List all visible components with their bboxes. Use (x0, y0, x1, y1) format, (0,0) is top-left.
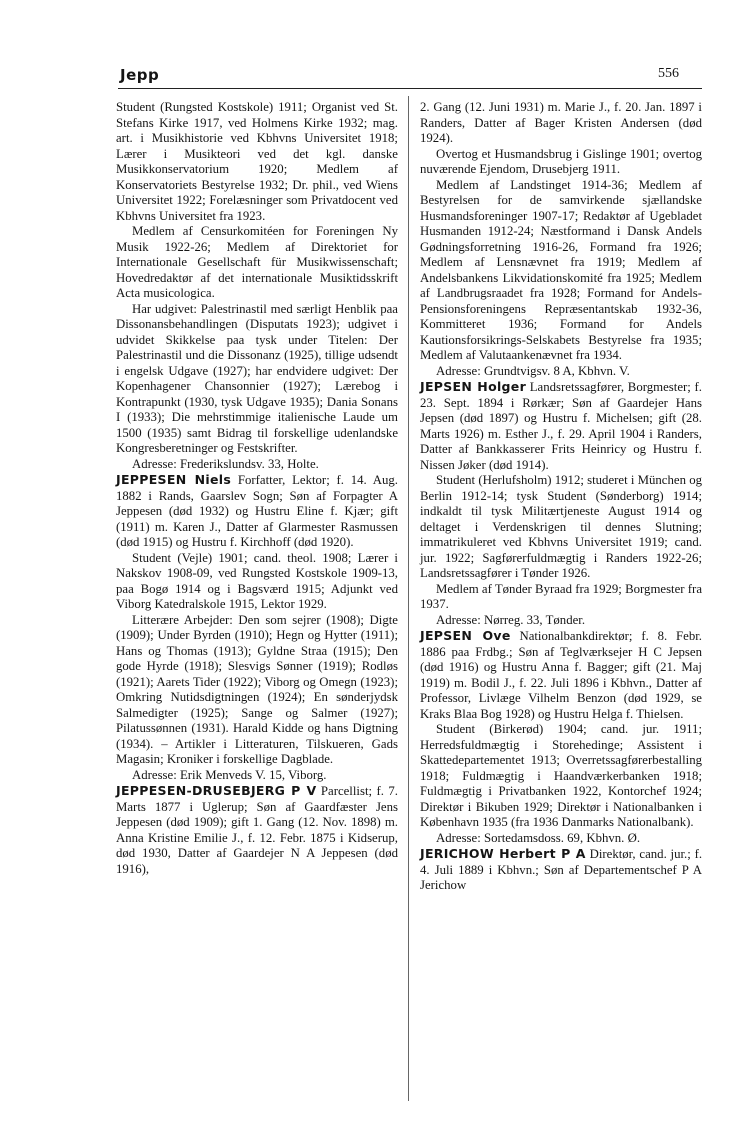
paragraph: Student (Birkerød) 1904; cand. jur. 1911; Herredsfuldmægtig i Storehedinge; Assistent i Skattedepartementet 1913; Overretssagførerbestalling 1918; Fuldmægtig i Haandværkerbanken 1918; Fuldmægtig i Privatbanken 1922, Kontorchef 1924; Direktør i Bikuben 1929; Direktør i Nationalbanken i København 1935 (fra 1936 Danmarks Nationalbank). (420, 722, 702, 829)
paragraph: Har udgivet: Palestrinastil med særligt Henblik paa Dissonansbehandlingen (Disputats 1923); udgivet i udvidet Skikkelse paa tysk under Titelen: Der Palestrinastil und die Dissonanz (1925), tillige udsendt i engelsk Udgave (1927); har endvidere udgivet: Der Kopenhagener Chansonnier (1927); Lærebog i Kontrapunkt (1930, tysk Udgave 1935); Dania Sonans I (1933); Die mehrstimmige italienische Laude um 1500 (1935) samt Bidrag til forskellige udenlandske Kongresberetninger og Festskrifter. (116, 301, 398, 455)
paragraph: Overtog et Husmandsbrug i Gislinge 1901; overtog nuværende Ejendom, Drusebjerg 1911. (420, 146, 702, 176)
entry-name: JEPPESEN-DRUSEBJERG P V (116, 783, 317, 798)
running-head: Jepp (120, 66, 160, 84)
entry-text: f. 8. Febr. 1886 paa Frdbg.; Søn af Teglværksejer H C Jepsen (død 1916) og Hustru Anna f. Bagger; gift (21. Maj 1919) m. Bodil J., f. 22. Juli 1896 i Kbhvn., Datter af Professor, Livlæge Vilhelm Benzon (død 1929, se Kraks Blaa Bog 1928) og Hustru Helga f. Thielsen. (420, 629, 702, 721)
entry-name: JEPSEN Holger (420, 379, 527, 394)
paragraph: Adresse: Erik Menveds V. 15, Viborg. (132, 767, 327, 782)
paragraph: Medlem af Landstinget 1914-36; Medlem af Bestyrelsen for de samvirkende sjællandske Husmandsforeninger 1907-17; Redaktør af Ugebladet Husmanden 1912-24; Næstformand i Dansk Andels Gødningsforretning 1916-26, Formand fra 1926; Medlem af Lensnævnet fra 1919; Medlem af Andelsbankens Likvidationskomité fra 1925; Medlem af Landbrugsraadet fra 1928; Formand for Andels-Pensionsforeningens Repræsentantskab 1932-36, Kommitteret 1936; Formand for Andels Kautionsforsikrings-Selskabets Bestyrelse fra 1935; Medlem af Valutaankenævnet fra 1934. (420, 177, 702, 362)
paragraph: Student (Rungsted Kostskole) 1911; Organist ved St. Stefans Kirke 1917, ved Holmens Kirke 1932; mag. art. i Musikhistorie ved Kbhvns Universitet 1918; Lærer i Musikteori ved det kgl. danske Musikkonservatorium 1920; Medlem af Konservatoriets Bestyrelse 1932; Dr. phil., ved Wiens Universitet 1922; Forelæsninger som Privatdocent ved Kbhvns Universitet fra 1923. (116, 100, 398, 223)
entry-name: JERICHOW Herbert P A (420, 846, 586, 861)
paragraph: Medlem af Tønder Byraad fra 1929; Borgmester fra 1937. (420, 581, 702, 611)
paragraph: Adresse: Frederikslundsv. 33, Holte. (132, 456, 319, 471)
paragraph: Adresse: Sortedamsdoss. 69, Kbhvn. Ø. (436, 830, 641, 845)
paragraph: 2. Gang (12. Juni 1931) m. Marie J., f. 20. Jan. 1897 i Randers, Datter af Bager Kristen Andersen (død 1924). (420, 100, 702, 145)
biography-entry (116, 783, 398, 877)
entry-title: Nationalbankdirektør; (519, 629, 633, 643)
paragraph: Adresse: Grundtvigsv. 8 A, Kbhvn. V. (436, 363, 630, 378)
entry-title: Landsretssagfører, Borgmester; (529, 380, 691, 394)
entry-name: JEPSEN Ove (420, 628, 511, 643)
biography-entry (116, 472, 398, 551)
header-rule (118, 88, 702, 89)
paragraph: Adresse: Nørreg. 33, Tønder. (436, 612, 586, 627)
biography-entry (420, 846, 702, 894)
entry-title: Direktør, (589, 847, 636, 861)
entry-text: f. 14. Aug. 1882 i Rands, Gaarslev Sogn; Søn af Forpagter A Jeppesen (død 1932) og Hustru Eline f. Kjær; gift (1911) m. Karen J., Datter af Glarmester Rasmussen (død 1915) og Hustru f. Kirchhoff (død 1920). (116, 473, 399, 549)
paragraph: Litterære Arbejder: Den som sejrer (1908); Digte (1909); Under Byrden (1910); Hegn og Hytter (1911); Hans og Thomas (1913); Gyldne Straa (1915); Den gode Hyrde (1918); Slesvigs Sønner (1919); Rodløs (1921); Aarets Tider (1922); Viborg og Omegn (1923); Omkring Nutidsdigtningen (1924); En sønderjydsk Salmedigter (1925); Sange og Salmer (1927); Pilatussønnen (1931). Harald Kidde og hans Digtning (1934). – Artikler i Litteraturen, Tilskueren, Gads Magasin; Kroniker i forskellige Dagblade. (116, 612, 398, 766)
column-divider (408, 96, 409, 1101)
entry-title: Parcellist; (320, 784, 373, 798)
right-column (420, 100, 702, 894)
biography-entry (420, 628, 702, 722)
entry-name: JEPPESEN Niels (116, 472, 232, 487)
entry-text: cand. jur.; f. 4. Juli 1889 i Kbhvn.; Søn af Departementschef P A Jerichow (420, 847, 703, 892)
left-column (116, 100, 398, 877)
entry-title: Forfatter, Lektor; (237, 473, 330, 487)
paragraph: Medlem af Censurkomitéen for Foreningen Ny Musik 1922-26; Medlem af Direktoriet for Internationale Gesellschaft für Musikwissenschaft; Hovedredaktør af det internationale Musiktidsskrift Acta musicologica. (116, 224, 398, 300)
paragraph: Student (Vejle) 1901; cand. theol. 1908; Lærer i Nakskov 1908-09, ved Rungsted Kostskole 1909-13, paa Bogø 1914 og i Bagsværd 1915; Adjunkt ved Viborg Katedralskole 1915, Lektor 1929. (116, 550, 398, 611)
paragraph: Student (Herlufsholm) 1912; studeret i München og Berlin 1912-14; tysk Student (Sønderborg) 1914; indkaldt til tysk Militærtjeneste August 1914 og deltaget i Verdenskrigen til dennes Slutning; immatrikuleret ved Kbhvns Universitet 1919; cand. jur. 1922; Sagførerfuldmægtig i Randers 1922-26; Landsretssagfører i Tønder 1926. (420, 473, 702, 580)
page-number: 556 (658, 66, 679, 81)
entry-text: f. 7. Marts 1877 i Uglerup; Søn af Gaardfæster Jens Jeppesen (død 1909); gift 1. Gang (12. Nov. 1898) m. Anna Kristine Emilie J., f. 12. Febr. 1875 i Kidserup, død 1930, Datter af Gaardejer N A Jeppesen (død 1916), (116, 784, 399, 876)
biography-entry (420, 379, 702, 473)
entry-text: f. 23. Sept. 1894 i Rørkær; Søn af Gaardejer Hans Jepsen (død 1897) og Hustru f. Michelsen; gift (28. Marts 1926) m. Esther J., f. 29. April 1904 i Randers, Datter af Bankkasserer Frits Heinricy og Hustru f. Nissen Jøker (død 1914). (420, 380, 702, 472)
